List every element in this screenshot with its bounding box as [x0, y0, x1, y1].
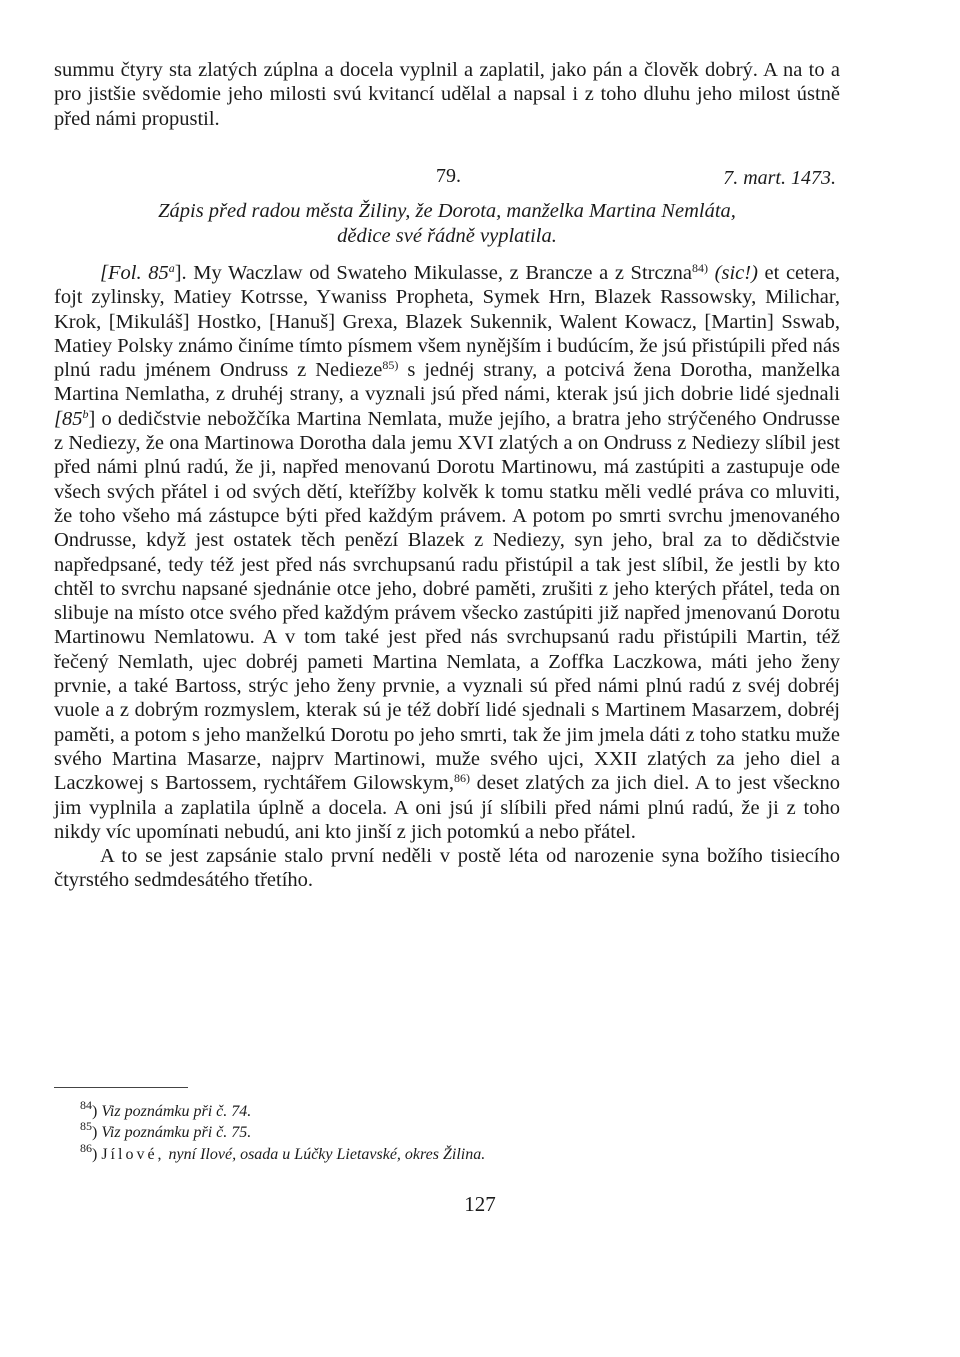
fn85-num: 85	[382, 358, 395, 373]
page-number: 127	[464, 1192, 496, 1216]
main-text-part-4: o dedičstvie nebožčíka Martina Nemlata, muže jejího, a bratra jeho strýčeného Ondrusse z Nediezy, že ona Martinowa Dorotha dala jemu XVI zlatých a on Ondruss z Nediezy slíbil jest před námi plnú radú, že ji, napřed menovanú Dorotu Martinowu, má zastúpiti a zastupuje ode všech svých přátel i od svých dětí, kteřížby kolvěk k tomu statku měli vedlé práva co mluviti, že toho všeho má zástupce býti před každým právem. A potom po smrti svrchu jmenovaného Ondrusse, když jest ostatek těch penězí Blazek z Nediezy, syn jeho, bral za to dědičstvie napředpsané, tedy též jest před nás svrchupsanú radu přistúpil a tak jest slíbil, že jestli by kto chtěl to svrchu napsané sjednánie otce jeho, dobré paměti, zrušiti z jeho kterých přátel, teda on slibuje na místo otce svého před každým právem všecko zastúpiti již napřed jmenovanú Dorotu Martinowu Nemlatowu. A v tom také jest před nás svrchupsanú radu přistúpili Martin, též řečený Nemlath, ujec dobréj pameti Martina Nemlata, a Zoffka Laczkowa, máti jeho ženy prvnie, a také Bartoss, strýc jeho ženy prvnie, a vyznali sú před námi plnú radú z svéj dobréj vuole a z dobrým rozmyslem, kterak sú je též dobří lidé sjednali s Martinem Masarzem, dobréj paměti, a potom s jeho manželkú Dorotu po jeho smrti, tak že jim jmela dáti z toho statku muže svého Martina Masarze, najprv Martinowi, muže svého ujci, XXII zlatých za jeho diel a Laczkowej s Bartossem, rychtářem Gilowskym,	[54, 407, 840, 795]
main-text-part-2: et cetera, fojt zylinsky, Matiey Kotrsse, Ywaniss Propheta, Symek Hrn, Blazek Rassowsky, Milichar, Krok, [Mikuláš] Hostko, [Hanuš] Grexa, Blazek Sukennik, Walent Kowacz, [Martin] Sswab, Matiey Polsky známo činíme tímto písmem všem nynějším i budúcím, že jsú přistúpili před nás plnú radu jménem Ondruss z Nedieze	[54, 262, 840, 382]
footnote-ref-84	[692, 261, 708, 275]
footnote-84	[80, 1098, 780, 1122]
footnote-separator	[54, 1087, 188, 1088]
footnote-ref-85	[382, 358, 398, 372]
footnote-mark: 84	[80, 1098, 92, 1112]
heading-line-2: dědice své řádně vyplatila.	[337, 225, 557, 247]
top-paragraph-text: summu čtyry sta zlatých zúplna a docela vyplnil a zaplatil, jako pán a člověk dobrý. A na to a pro jistšie svědomie jeho milosti svú kvitancí udělal a napsal i z toho dluhu jeho milost ústně před námi propustil.	[54, 59, 840, 130]
folio-b-close: ]	[88, 407, 96, 430]
closing-paragraph: A to se jest zapsánie stalo první neděli v postě léta od narozenie syna božího tisiecího čtyrstého sedmdesátého třetího.	[54, 845, 840, 892]
footnote-text: nyní Ilové, osada u Lúčky Lietavské, okres Žilina.	[168, 1145, 486, 1163]
footnote-spaced-word: Jílové,	[101, 1145, 165, 1163]
main-text-part-3: s jednéj strany, a potcivá žena Dorotha, manželka Martina Nemlatha, z druhéj strany, a vyznali jsú před námi, kterak jsú jich dobrie lidé sjednali	[54, 359, 840, 406]
folio-a-sup: a	[168, 261, 175, 275]
footnote-close: )	[92, 1145, 98, 1163]
main-text-part-1: My Waczlaw od Swateho Mikulasse, z Brancze a z Strczna	[186, 262, 693, 284]
footnote-ref-86	[454, 771, 470, 785]
folio-marker-a	[100, 262, 175, 284]
entry-header	[54, 165, 840, 191]
footnote-86	[80, 1140, 780, 1165]
footnote-text: Viz poznámku při č. 75.	[101, 1124, 252, 1142]
fn85-close: )	[394, 358, 399, 373]
top-paragraph	[54, 58, 840, 131]
main-paragraph	[54, 261, 840, 844]
folio-a-text: [Fol. 85	[100, 262, 169, 284]
footnote-close: )	[92, 1103, 98, 1120]
footnotes	[80, 1098, 780, 1165]
footnote-mark: 86	[80, 1140, 92, 1155]
folio-b-text: [85	[54, 407, 83, 430]
folio-a-close: ].	[174, 262, 187, 284]
folio-marker-b	[54, 408, 95, 430]
sic-note: (sic!)	[708, 262, 758, 284]
fn84-num: 84	[692, 261, 705, 275]
entry-heading	[54, 199, 840, 249]
fn84-close: )	[704, 261, 709, 275]
footnote-close: )	[92, 1124, 98, 1142]
entry-date: 7. mart. 1473.	[723, 167, 836, 189]
main-text-part-5: deset zlatých za jich diel. A to jest všeckno jim vyplnila a zaplatila úplně a docela. A oni jsú jí slíbili před námi plnú radú, že ji z toho nikdy víc upomínati nebudú, ani kto jinší z jich potomkú a nebo přátel.	[54, 772, 840, 843]
heading-line-1: Zápis před radou města Žiliny, že Dorota, manželka Martina Nemláta,	[158, 200, 736, 222]
folio-b-sup: b	[82, 406, 89, 421]
footnote-mark: 85	[80, 1119, 92, 1134]
main-text	[54, 261, 840, 893]
fn86-num: 86	[454, 771, 467, 786]
footnote-text: Viz poznámku při č. 74.	[101, 1103, 252, 1120]
footnote-85	[80, 1119, 780, 1143]
entry-number: 79.	[436, 165, 461, 187]
fn86-close: )	[466, 771, 471, 786]
